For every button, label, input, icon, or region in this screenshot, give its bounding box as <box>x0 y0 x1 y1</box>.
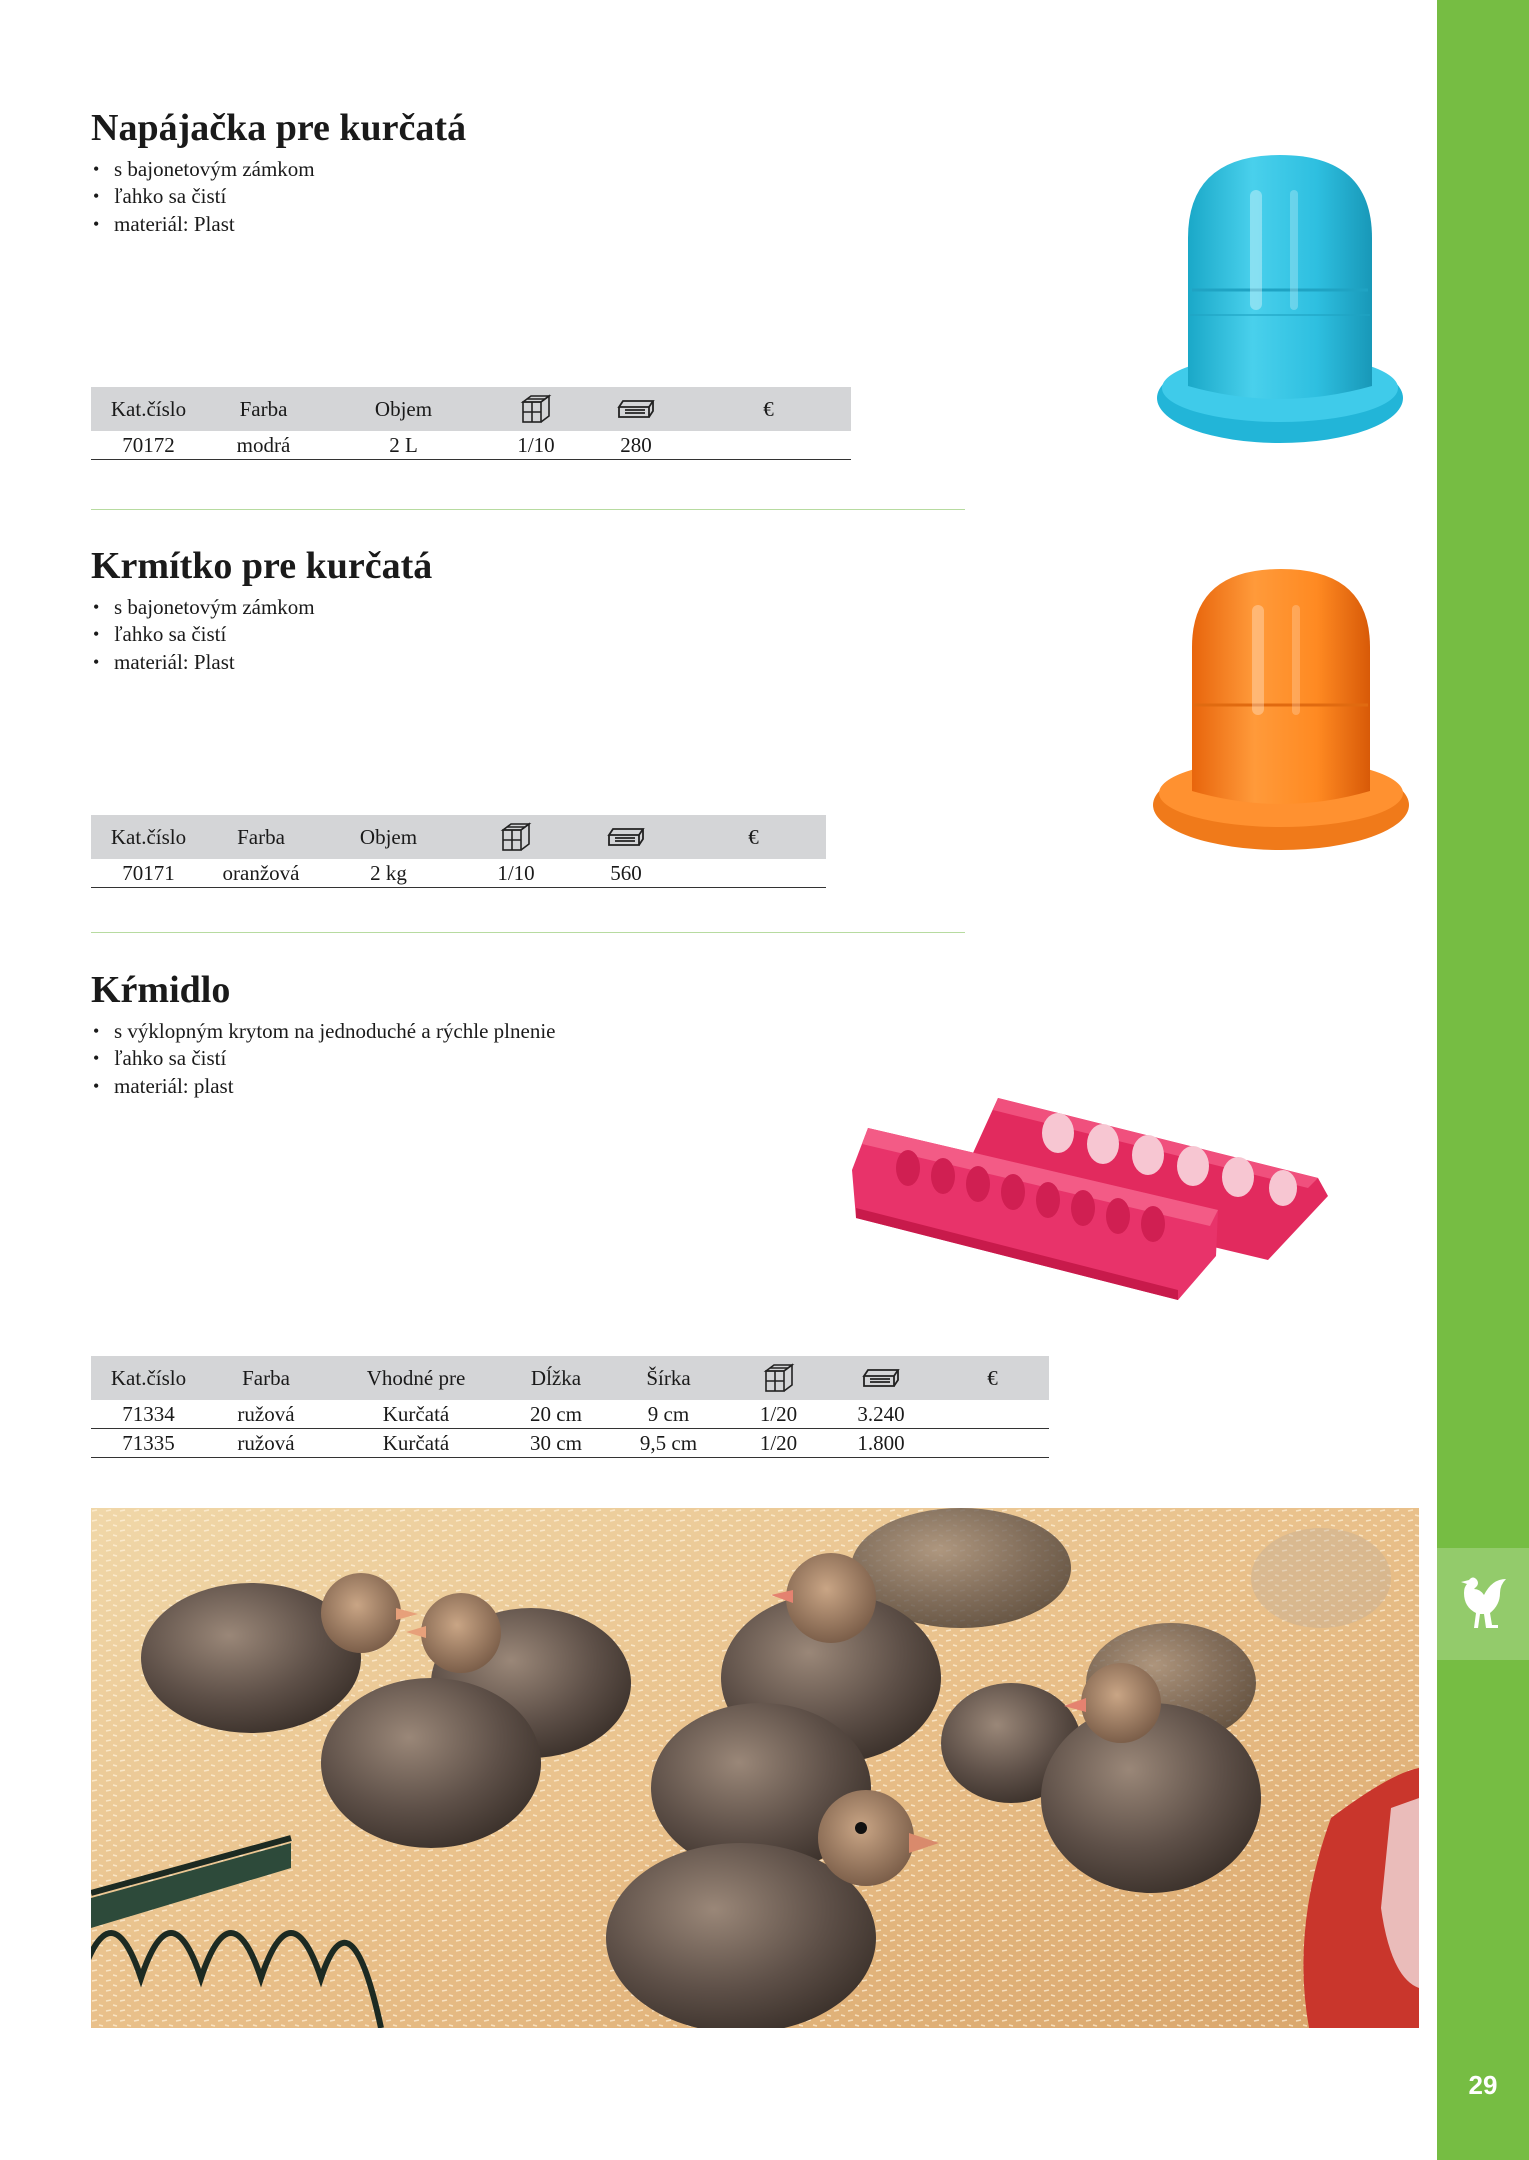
product-title: Napájačka pre kurčatá <box>91 107 467 149</box>
feature-list <box>91 156 466 239</box>
sidebar-stripe <box>1437 0 1529 2160</box>
feature-item: • ľahko sa čistí <box>91 183 466 211</box>
cell-pallet: 560 <box>571 859 681 888</box>
cell-dlzka: 20 cm <box>506 1400 606 1429</box>
cell-pallet: 3.240 <box>826 1400 936 1429</box>
package-box-icon <box>762 1361 796 1395</box>
cell-box: 1/20 <box>731 1400 826 1429</box>
section-divider <box>91 932 965 933</box>
col-header-objem: Objem <box>316 815 461 859</box>
cell-price <box>936 1400 1049 1429</box>
col-header-price: € <box>681 815 826 859</box>
product-trough-feeder <box>91 970 555 1100</box>
feature-list <box>91 1018 555 1101</box>
feature-item: • s výklopným krytom na jednoduché a rýchle plnenie <box>91 1018 555 1046</box>
col-header-box <box>486 387 586 431</box>
col-header-dlzka: Dĺžka <box>506 1356 606 1400</box>
cell-farba: ružová <box>206 1400 326 1429</box>
table-header-row <box>91 815 826 859</box>
table-row <box>91 1400 1049 1429</box>
chicks-photo <box>91 1508 1419 2028</box>
product-title: Kŕmidlo <box>91 969 231 1011</box>
cell-price <box>681 859 826 888</box>
pallet-icon <box>607 825 645 849</box>
pallet-icon <box>862 1366 900 1390</box>
col-header-sirka: Šírka <box>606 1356 731 1400</box>
feature-item: • materiál: Plast <box>91 649 432 677</box>
table-row <box>91 1429 1049 1458</box>
table-row <box>91 859 826 888</box>
cell-vhodne: Kurčatá <box>326 1429 506 1458</box>
cell-pallet: 280 <box>586 431 686 460</box>
col-header-kat: Kat.číslo <box>91 1356 206 1400</box>
product-drinker <box>91 108 466 238</box>
col-header-box <box>461 815 571 859</box>
pink-trough-feeders-image <box>848 1078 1343 1308</box>
cell-box: 1/10 <box>461 859 571 888</box>
col-header-pallet <box>571 815 681 859</box>
col-header-kat: Kat.číslo <box>91 815 206 859</box>
cell-dlzka: 30 cm <box>506 1429 606 1458</box>
spec-table <box>91 1356 1049 1458</box>
product-title: Krmítko pre kurčatá <box>91 545 433 587</box>
col-header-vhodne: Vhodné pre <box>326 1356 506 1400</box>
cell-farba: ružová <box>206 1429 326 1458</box>
col-header-pallet <box>586 387 686 431</box>
cell-farba: modrá <box>206 431 321 460</box>
cell-sirka: 9 cm <box>606 1400 731 1429</box>
page-number: 29 <box>1468 2070 1498 2100</box>
cell-objem: 2 L <box>321 431 486 460</box>
feature-item: • s bajonetovým zámkom <box>91 594 432 622</box>
table-row <box>91 431 851 460</box>
col-header-pallet <box>826 1356 936 1400</box>
cell-box: 1/10 <box>486 431 586 460</box>
feature-item: • materiál: Plast <box>91 211 466 239</box>
spec-table <box>91 387 851 460</box>
package-box-icon <box>519 392 553 426</box>
col-header-price: € <box>936 1356 1049 1400</box>
spec-table <box>91 815 826 888</box>
cell-kat: 70172 <box>91 431 206 460</box>
col-header-farba: Farba <box>206 815 316 859</box>
cell-kat: 71335 <box>91 1429 206 1458</box>
feature-item: • s bajonetovým zámkom <box>91 156 466 184</box>
cell-vhodne: Kurčatá <box>326 1400 506 1429</box>
pallet-icon <box>617 397 655 421</box>
package-box-icon <box>499 820 533 854</box>
cell-sirka: 9,5 cm <box>606 1429 731 1458</box>
col-header-farba: Farba <box>206 1356 326 1400</box>
rooster-icon <box>1455 1574 1511 1634</box>
feature-item: • ľahko sa čistí <box>91 621 432 649</box>
blue-chick-drinker-image <box>1150 150 1410 460</box>
cell-farba: oranžová <box>206 859 316 888</box>
col-header-box <box>731 1356 826 1400</box>
cell-kat: 70171 <box>91 859 206 888</box>
feature-list <box>91 594 432 677</box>
cell-price <box>936 1429 1049 1458</box>
feature-item: • materiál: plast <box>91 1073 555 1101</box>
feature-item: • ľahko sa čistí <box>91 1045 555 1073</box>
cell-pallet: 1.800 <box>826 1429 936 1458</box>
col-header-farba: Farba <box>206 387 321 431</box>
col-header-objem: Objem <box>321 387 486 431</box>
product-feeder <box>91 546 432 676</box>
cell-objem: 2 kg <box>316 859 461 888</box>
orange-chick-feeder-image <box>1148 565 1414 860</box>
cell-box: 1/20 <box>731 1429 826 1458</box>
category-tab-poultry[interactable] <box>1437 1548 1529 1660</box>
section-divider <box>91 509 965 510</box>
table-header-row <box>91 387 851 431</box>
cell-price <box>686 431 851 460</box>
col-header-kat: Kat.číslo <box>91 387 206 431</box>
cell-kat: 71334 <box>91 1400 206 1429</box>
table-header-row <box>91 1356 1049 1400</box>
col-header-price: € <box>686 387 851 431</box>
